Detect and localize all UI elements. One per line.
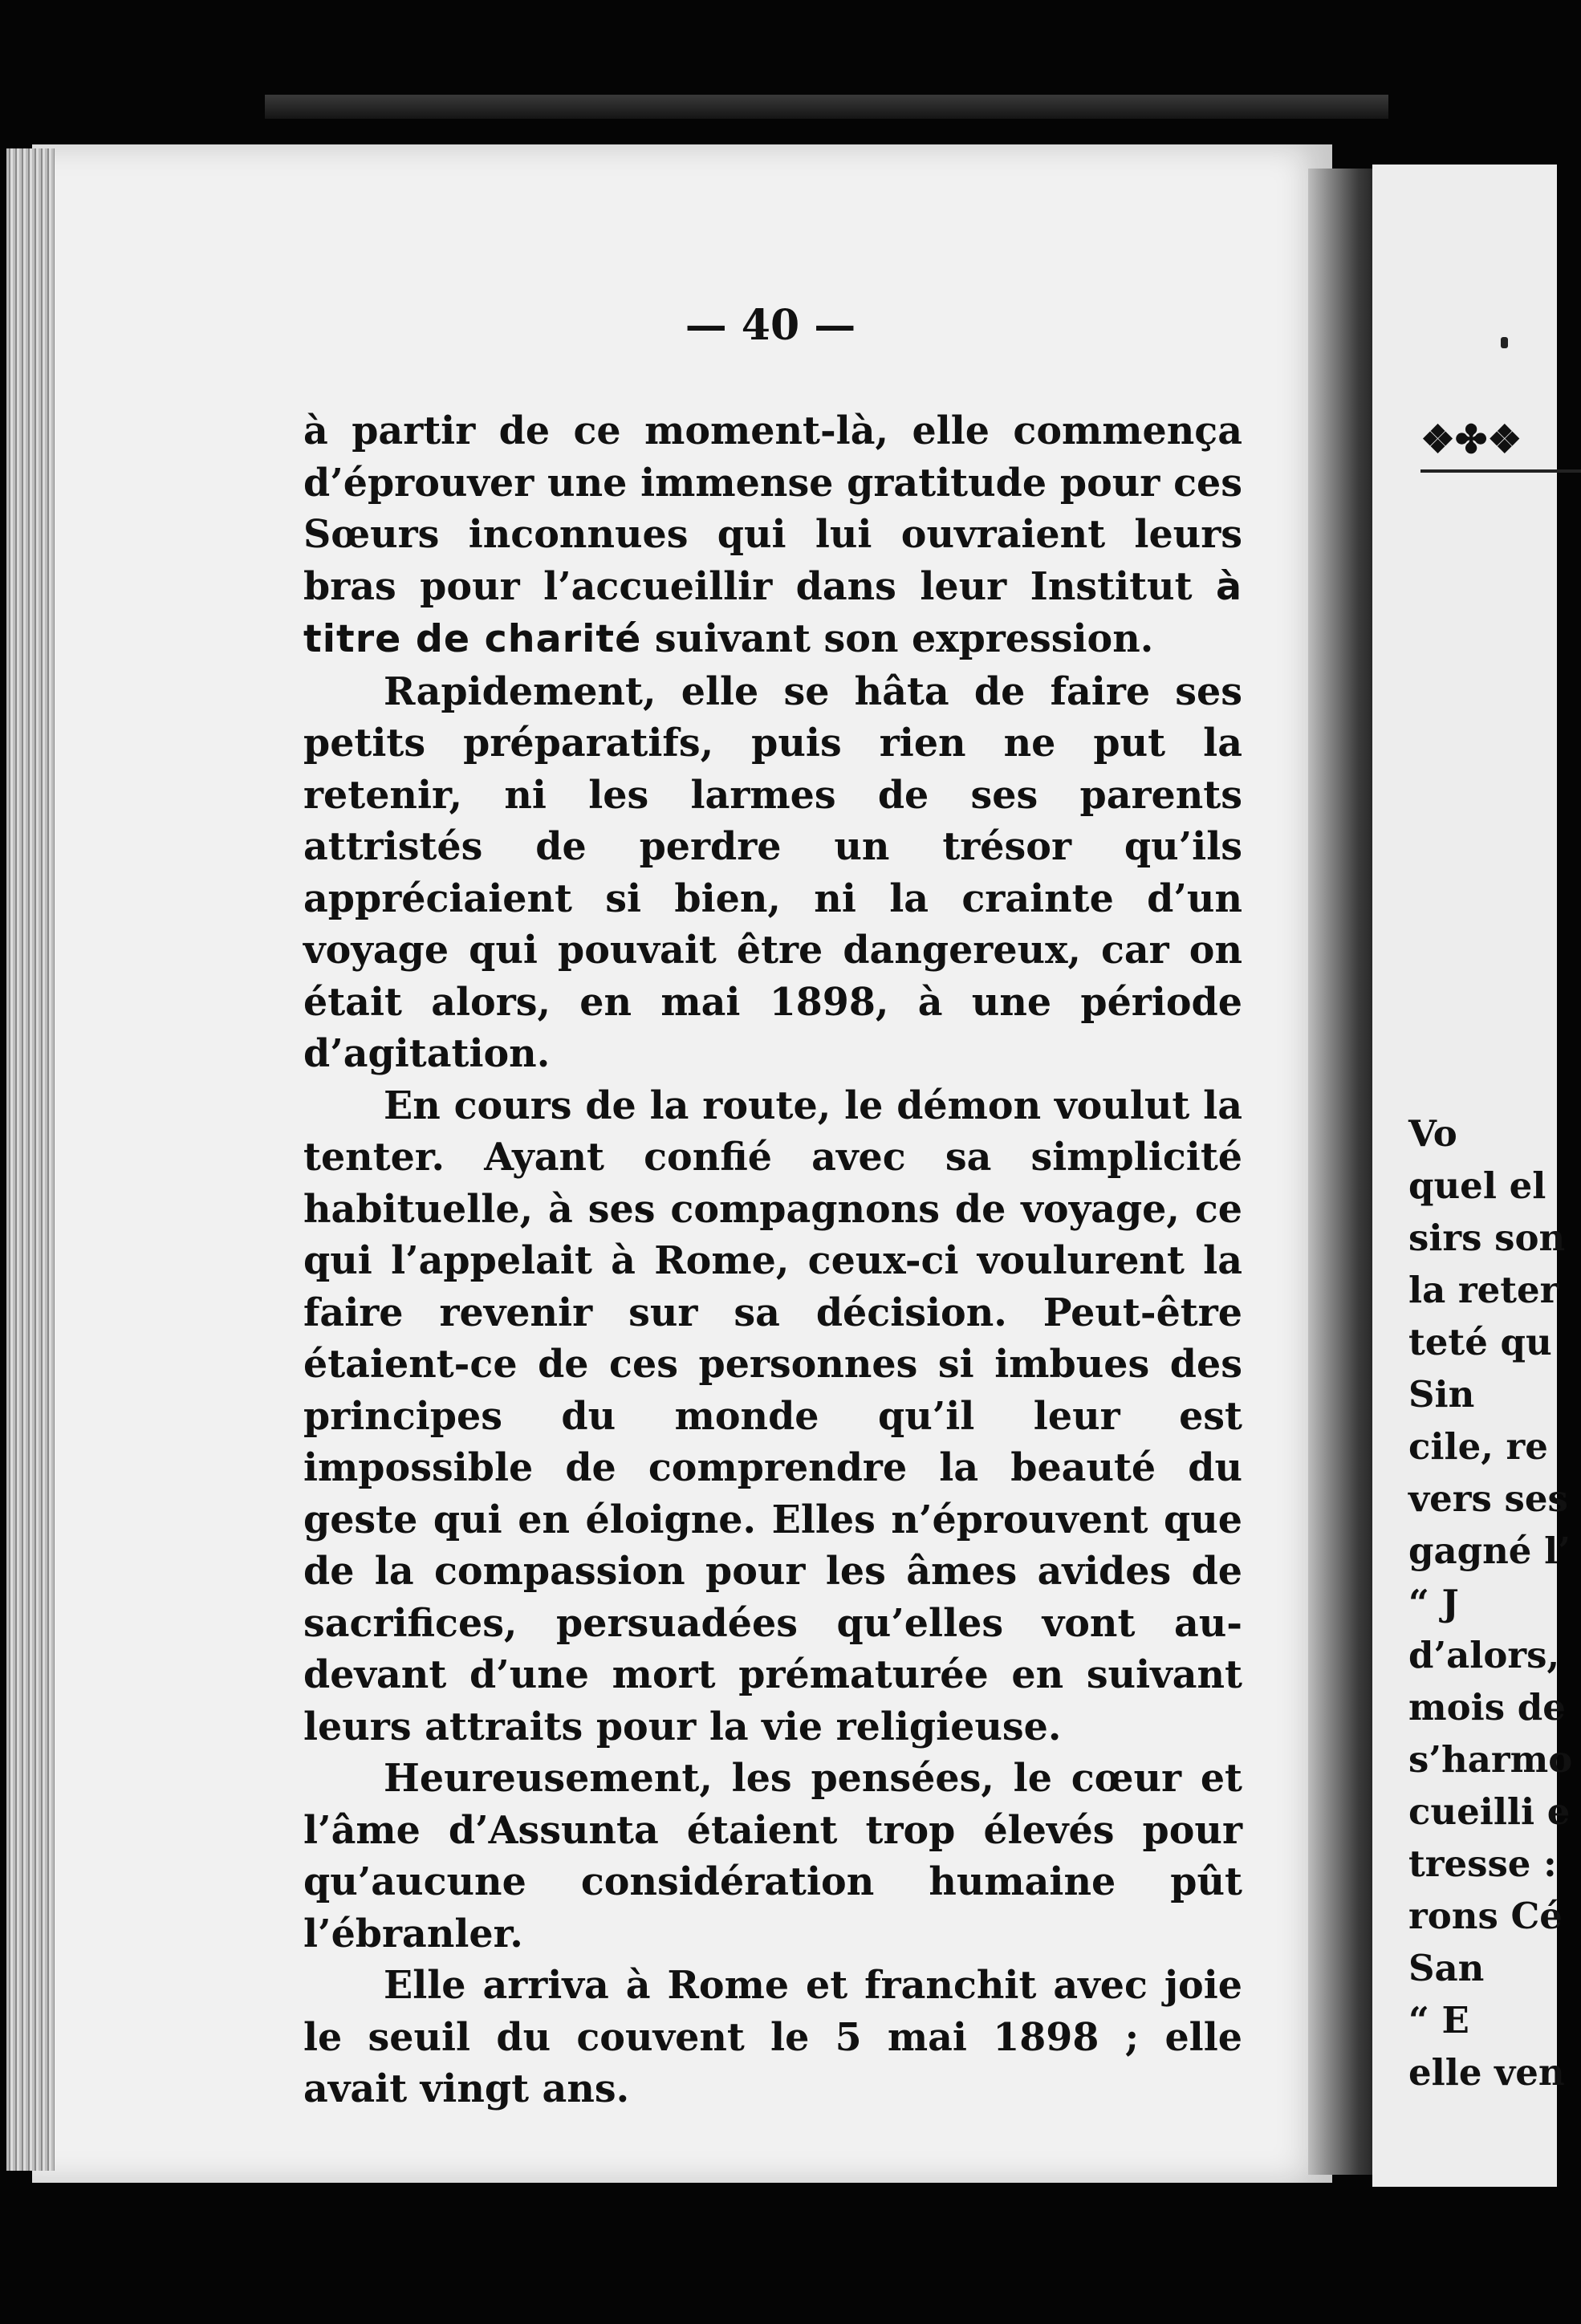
right-line: la reter (1408, 1269, 1559, 1311)
right-line: “ E (1408, 1999, 1469, 2042)
page-edges (6, 148, 55, 2171)
ink-dot (1501, 337, 1508, 348)
right-line: cueilli e (1408, 1790, 1571, 1833)
ornament-rule (1420, 469, 1581, 473)
right-line: “ J (1408, 1582, 1459, 1624)
right-page-lines (1408, 1107, 1572, 2099)
paragraph-1 (303, 405, 1242, 666)
paragraph-4: Heureusement, les pensées, le cœur et l’âme d’Assunta étaient trop élevés pour qu’aucune considération humaine pût l’ébranler. (303, 1756, 1242, 1956)
right-page (1372, 165, 1573, 2187)
page-number: — 40 — (685, 301, 856, 350)
right-line: sirs son (1408, 1217, 1566, 1259)
paragraph-3: En cours de la route, le démon voulut la tenter. Ayant confié avec sa simplicité habituelle, à ses compagnons de voyage, ce qui l’appelait à Rome, ceux-ci voulurent la faire revenir sur sa décision. Peut-être étaient-ce de ces personnes si imbues des principes du monde qu’il leur est impossible de comprendre la beauté du geste qui en éloigne. Elles n’éprouvent que de la compassion pour les âmes avides de sacrifices, persuadées qu’elles vont au-devant d’une mort prématurée en suivant leurs attraits pour la vie religieuse. (303, 1083, 1242, 1749)
emphasis-a-titre-de-charite: à titre de charité (303, 564, 1242, 661)
scan-top-band (265, 95, 1388, 119)
right-line: teté qu (1408, 1321, 1552, 1363)
right-line: Vo (1408, 1112, 1457, 1155)
right-line: rons Cé (1408, 1895, 1563, 1937)
right-line: Sin (1408, 1373, 1475, 1416)
right-line: s’harmo (1408, 1738, 1573, 1781)
right-line: quel el (1408, 1164, 1546, 1207)
ornament-fleurons: ❖✤❖ (1420, 417, 1522, 462)
right-line: gagné l’ (1408, 1530, 1571, 1572)
left-page-text (303, 405, 1242, 2115)
right-line: San (1408, 1947, 1485, 1989)
right-line: cile, re (1408, 1425, 1548, 1468)
right-line: mois de (1408, 1686, 1566, 1729)
right-line: elle ven (1408, 2051, 1565, 2094)
paragraph-5: Elle arriva à Rome et franchit avec joie le seuil du couvent le 5 mai 1898 ; elle avait vingt ans. (303, 1963, 1242, 2111)
paragraph-1-segment-1: à partir de ce moment-là, elle commença d’éprouver une immense gratitude pour ces Sœurs inconnues qui lui ouvraient leurs bras pour l’accueillir dans leur Institut (303, 408, 1242, 609)
right-line: vers ses (1408, 1477, 1568, 1520)
book-gutter (1308, 169, 1380, 2175)
paragraph-1-segment-3: suivant son expression. (641, 616, 1154, 661)
right-line: d’alors, (1408, 1634, 1560, 1676)
paragraph-2: Rapidement, elle se hâta de faire ses petits préparatifs, puis rien ne put la retenir, ni les larmes de ses parents attristés de perdre un trésor qu’ils appréciaient si bien, ni la crainte d’un voyage qui pouvait être dangereux, car on était alors, en mai 1898, à une période d’agitation. (303, 668, 1242, 1076)
right-line: tresse : (1408, 1843, 1557, 1885)
